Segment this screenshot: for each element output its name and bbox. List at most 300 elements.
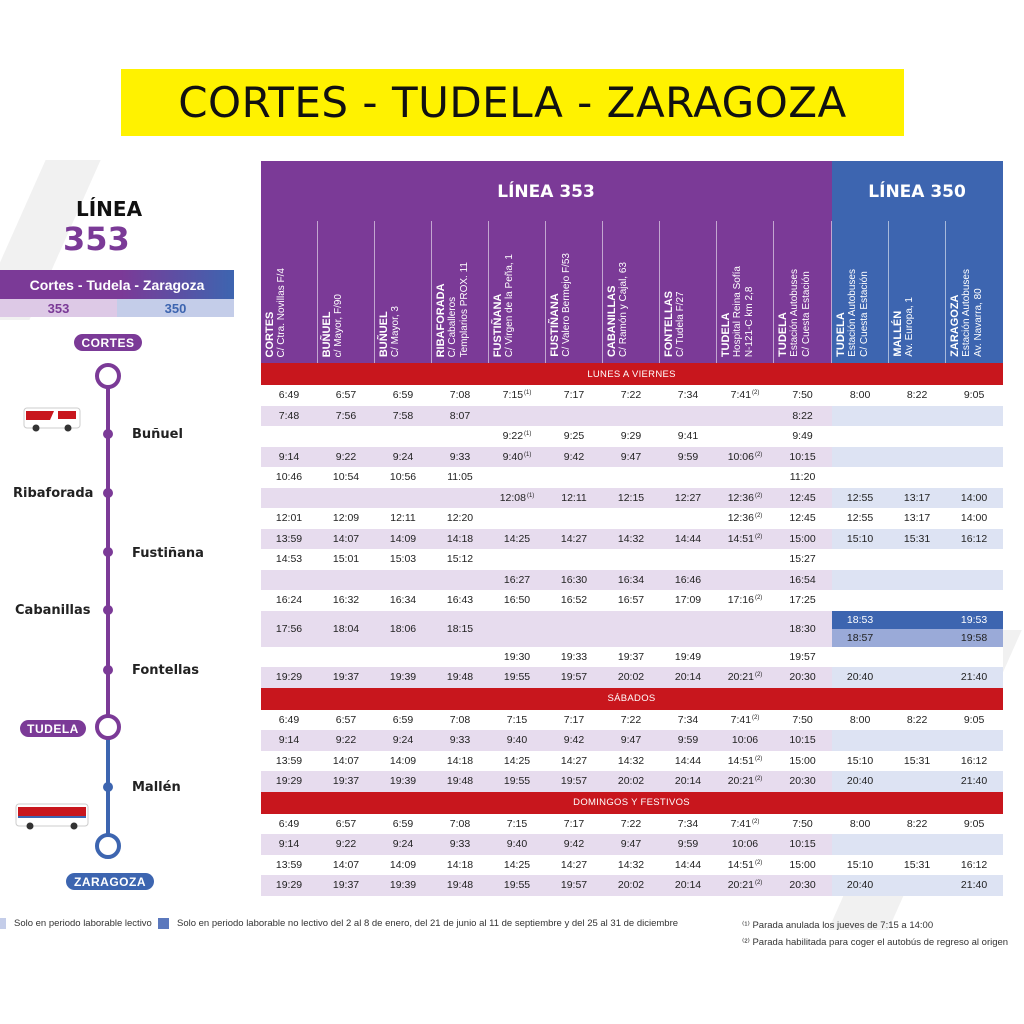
table-row [261,488,1003,509]
time-cell: 16:12 [946,529,1003,550]
time-cell: 9:42 [546,834,603,855]
time-cell: 9:14 [261,447,318,468]
time-cell [889,647,946,668]
time-cell: 19:37 [318,771,375,792]
time-cell: 18:53 18:57 [832,611,889,647]
time-cell: 16:34 [603,570,660,591]
time-cell: 14:00 [946,508,1003,529]
time-cell: 9:14 [261,834,318,855]
table-row [261,710,1003,731]
time-cell [717,467,774,488]
time-cell: 20:14 [660,875,717,896]
time-cell: 12:08$^{(1)}$ [489,488,546,509]
time-cell: 9:40 [489,730,546,751]
time-cell: 17:25 [774,590,832,611]
legend-swatch-dark [158,918,169,929]
time-cell [489,508,546,529]
section-header [261,688,1003,710]
time-cell: 14:18 [432,855,489,876]
route-sub-353: 353 [0,299,117,317]
time-cell: 19:53 19:58 [946,611,1003,647]
table-row [261,549,1003,570]
time-cell [946,730,1003,751]
time-cell [660,406,717,427]
time-cell: 16:30 [546,570,603,591]
time-cell: 16:27 [489,570,546,591]
time-cell [261,488,318,509]
time-cell: 19:48 [432,667,489,688]
time-cell [546,467,603,488]
time-cell [946,549,1003,570]
time-cell: 17:09 [660,590,717,611]
time-cell [660,611,717,647]
time-cell: 15:00 [774,855,832,876]
time-cell: 16:50 [489,590,546,611]
time-cell: 8:22 [889,385,946,406]
time-cell: 10:54 [318,467,375,488]
time-cell: 15:10 [832,751,889,772]
stop-label-ribaforada: Ribaforada [13,486,94,501]
stop-header: BUÑUEL c/ Mayor, F/90 [318,221,375,363]
time-cell: 15:10 [832,529,889,550]
time-cell: 7:58 [375,406,432,427]
time-cell: 7:34 [660,385,717,406]
time-cell: 18:06 [375,611,432,647]
time-cell: 20:14 [660,771,717,792]
time-cell: 14:27 [546,751,603,772]
time-cell: 7:22 [603,710,660,731]
time-cell [717,647,774,668]
table-row [261,834,1003,855]
time-cell: 9:14 [261,730,318,751]
time-cell: 7:08 [432,814,489,835]
time-cell [946,447,1003,468]
time-cell: 19:48 [432,875,489,896]
time-cell [889,667,946,688]
stop-header: TUDELA Hospital Reina Sofía N-121-C km 2,8 [717,221,774,363]
time-cell: 20:21$^{(2)}$ [717,771,774,792]
time-cell: 19:48 [432,771,489,792]
time-cell: 12:45 [774,488,832,509]
time-cell: 7:15 [489,710,546,731]
stop-label-bunuel: Buñuel [132,427,183,442]
time-cell [603,508,660,529]
time-cell: 17:56 [261,611,318,647]
time-cell: 13:17 [889,508,946,529]
time-cell: 15:27 [774,549,832,570]
time-cell: 13:59 [261,529,318,550]
time-cell [717,426,774,447]
table-row [261,590,1003,611]
time-cell [889,834,946,855]
time-cell: 9:59 [660,730,717,751]
footnote-2: ⁽²⁾ Parada habilitada para coger el autobús de regreso al origen [742,937,1009,948]
table-row [261,529,1003,550]
time-cell [946,834,1003,855]
time-cell: 9:25 [546,426,603,447]
time-cell: 9:47 [603,730,660,751]
section-title: DOMINGOS Y FESTIVOS [261,792,1003,814]
time-cell: 20:30 [774,875,832,896]
time-cell [717,406,774,427]
time-cell: 14:18 [432,529,489,550]
time-cell: 18:15 [432,611,489,647]
time-cell: 16:12 [946,855,1003,876]
time-cell [946,467,1003,488]
time-cell: 9:33 [432,730,489,751]
time-cell [603,406,660,427]
time-cell: 11:05 [432,467,489,488]
time-cell: 7:41$^{(2)}$ [717,385,774,406]
time-cell: 12:27 [660,488,717,509]
time-cell: 9:24 [375,730,432,751]
time-cell: 16:57 [603,590,660,611]
table-row [261,855,1003,876]
time-cell [889,447,946,468]
timetable [260,161,1002,896]
stop-label-fustinana: Fustiñana [132,546,204,561]
time-cell: 7:17 [546,710,603,731]
time-cell: 15:00 [774,529,832,550]
time-cell [261,570,318,591]
stop-header: FUSTIÑANA C/ Valero Bermejo F/53 [546,221,603,363]
time-cell [717,549,774,570]
stop-header: ZARAGOZA Estación Autobuses Av. Navarra, 80 [946,221,1003,363]
time-cell: 14:09 [375,529,432,550]
time-cell: 18:30 [774,611,832,647]
stop-label-fontellas: Fontellas [132,663,199,678]
time-cell: 7:34 [660,710,717,731]
time-cell: 9:22 [318,730,375,751]
time-cell: 9:47 [603,447,660,468]
time-cell: 19:57 [546,875,603,896]
time-cell: 6:49 [261,814,318,835]
time-cell: 21:40 [946,667,1003,688]
time-cell: 19:55 [489,875,546,896]
time-cell: 9:22 [318,447,375,468]
legend-swatch-light [0,918,6,929]
stop-header: FONTELLAS C/ Tudela F/27 [660,221,717,363]
time-cell [889,730,946,751]
time-cell: 10:06$^{(2)}$ [717,447,774,468]
linea-number: 353 [63,220,130,258]
time-cell: 9:41 [660,426,717,447]
time-cell: 14:07 [318,529,375,550]
time-cell: 16:24 [261,590,318,611]
time-cell [375,426,432,447]
time-cell: 20:40 [832,771,889,792]
time-cell: 16:12 [946,751,1003,772]
time-cell [946,590,1003,611]
time-cell: 13:59 [261,855,318,876]
time-cell: 9:24 [375,834,432,855]
time-cell [603,549,660,570]
time-cell: 14:32 [603,751,660,772]
time-cell: 19:39 [375,875,432,896]
time-cell [489,611,546,647]
footnote-1: ⁽¹⁾ Parada anulada los jueves de 7:15 a 14:00 [742,920,934,931]
time-cell [546,406,603,427]
time-cell: 16:54 [774,570,832,591]
time-cell [603,611,660,647]
table-row [261,467,1003,488]
time-cell: 14:32 [603,529,660,550]
table-row [261,508,1003,529]
time-cell: 7:50 [774,710,832,731]
legend-item-1 [0,918,152,929]
time-cell: 9:40 [489,834,546,855]
time-cell: 14:51$^{(2)}$ [717,751,774,772]
time-cell: 9:24 [375,447,432,468]
time-cell: 14:00 [946,488,1003,509]
time-cell: 20:30 [774,771,832,792]
time-cell [832,730,889,751]
time-cell: 15:31 [889,855,946,876]
time-cell [489,549,546,570]
time-cell: 7:41$^{(2)}$ [717,710,774,731]
time-cell [946,647,1003,668]
time-cell [261,426,318,447]
time-cell: 14:09 [375,855,432,876]
time-cell: 8:22 [889,814,946,835]
time-cell [660,508,717,529]
time-cell: 19:37 [318,875,375,896]
time-cell [489,467,546,488]
stop-label-cabanillas: Cabanillas [15,603,91,618]
table-row [261,426,1003,447]
time-cell: 19:37 [318,667,375,688]
terminal-zaragoza: ZARAGOZA [66,873,154,890]
time-cell [946,570,1003,591]
group-header-350: LÍNEA 350 [832,161,1003,221]
time-cell: 21:40 [946,771,1003,792]
section-title: LUNES A VIERNES [261,363,1003,385]
time-cell: 19:55 [489,771,546,792]
time-cell: 6:57 [318,710,375,731]
time-cell [432,488,489,509]
time-cell: 20:21$^{(2)}$ [717,667,774,688]
stop-node-mallen [103,782,113,792]
time-cell: 12:15 [603,488,660,509]
time-cell [889,549,946,570]
time-cell: 20:02 [603,875,660,896]
time-cell: 9:40$^{(1)}$ [489,447,546,468]
time-cell: 9:22$^{(1)}$ [489,426,546,447]
title-banner [121,69,904,136]
time-cell: 14:44 [660,855,717,876]
time-cell: 15:10 [832,855,889,876]
time-cell: 20:02 [603,667,660,688]
time-cell: 7:56 [318,406,375,427]
time-cell: 7:17 [546,814,603,835]
time-cell: 7:41$^{(2)}$ [717,814,774,835]
table-row [261,647,1003,668]
time-cell: 7:48 [261,406,318,427]
time-cell: 12:55 [832,508,889,529]
stop-node-zaragoza [97,835,119,857]
table-row [261,771,1003,792]
bus-icon [24,408,80,432]
time-cell: 16:43 [432,590,489,611]
time-cell [375,647,432,668]
time-cell [546,508,603,529]
time-cell [832,834,889,855]
time-cell: 20:30 [774,667,832,688]
page-title: CORTES - TUDELA - ZARAGOZA [178,78,847,127]
time-cell: 16:46 [660,570,717,591]
time-cell: 20:40 [832,667,889,688]
time-cell: 19:57 [546,771,603,792]
time-cell: 19:30 [489,647,546,668]
time-cell: 13:59 [261,751,318,772]
time-cell [889,426,946,447]
time-cell: 9:47 [603,834,660,855]
time-cell [546,611,603,647]
time-cell: 8:00 [832,710,889,731]
time-cell: 15:31 [889,529,946,550]
stop-node-tudela [97,716,119,738]
time-cell: 10:15 [774,730,832,751]
time-cell [603,467,660,488]
time-cell: 14:07 [318,751,375,772]
time-cell [832,647,889,668]
time-cell: 6:49 [261,710,318,731]
stop-label-mallen: Mallén [132,780,181,795]
time-cell [318,426,375,447]
time-cell [432,570,489,591]
time-cell: 15:12 [432,549,489,570]
time-cell: 18:04 [318,611,375,647]
time-cell: 14:18 [432,751,489,772]
time-cell: 6:57 [318,814,375,835]
time-cell: 7:50 [774,385,832,406]
time-cell: 7:50 [774,814,832,835]
time-cell [489,406,546,427]
time-cell: 9:22 [318,834,375,855]
table-row [261,814,1003,835]
time-cell: 11:20 [774,467,832,488]
time-cell: 12:36$^{(2)}$ [717,488,774,509]
time-cell [660,467,717,488]
time-cell: 19:39 [375,667,432,688]
table-row [261,385,1003,406]
time-cell [832,426,889,447]
time-cell [375,570,432,591]
time-cell: 7:08 [432,385,489,406]
time-cell [832,467,889,488]
time-cell [889,570,946,591]
time-cell: 9:33 [432,447,489,468]
terminal-cortes: CORTES [74,334,142,351]
time-cell: 19:49 [660,647,717,668]
time-cell [832,549,889,570]
time-cell: 12:11 [546,488,603,509]
stop-header: BUÑUEL C/ Mayor, 3 [375,221,432,363]
time-cell [318,570,375,591]
table-row [261,667,1003,688]
stop-node-fustinana [103,547,113,557]
legend-text-1: Solo en periodo laborable lectivo [14,918,152,929]
time-cell: 7:22 [603,385,660,406]
time-cell: 14:51$^{(2)}$ [717,529,774,550]
time-cell: 12:11 [375,508,432,529]
time-cell [546,549,603,570]
time-cell [318,647,375,668]
stop-header: CORTES C/ Ctra. Novillas F/4 [261,221,318,363]
time-cell: 6:59 [375,385,432,406]
time-cell: 14:25 [489,855,546,876]
time-cell [261,647,318,668]
section-header [261,363,1003,385]
time-cell: 7:22 [603,814,660,835]
time-cell [889,467,946,488]
legend-text-2: Solo en periodo laborable no lectivo del 2 al 8 de enero, del 21 de junio al 11 de septiembre y del 25 al 31 de diciembre [177,918,679,929]
time-cell: 19:57 [774,647,832,668]
stop-header: TUDELA Estación Autobuses C/ Cuesta Estación [832,221,889,363]
stop-header: FUSTIÑANA C/ Virgen de la Peña, 1 [489,221,546,363]
time-cell: 14:27 [546,529,603,550]
time-cell: 15:00 [774,751,832,772]
group-header-353: LÍNEA 353 [261,161,832,221]
time-cell: 16:32 [318,590,375,611]
table-row [261,730,1003,751]
time-cell: 9:33 [432,834,489,855]
time-cell: 10:15 [774,834,832,855]
time-cell: 6:57 [318,385,375,406]
time-cell [717,570,774,591]
time-cell: 14:53 [261,549,318,570]
linea-label: LÍNEA [76,197,143,221]
stop-header: RIBAFORADA C/ Caballeros Templarios PROX. 11 [432,221,489,363]
time-cell: 9:59 [660,834,717,855]
stop-node-bunuel [103,429,113,439]
table-row [261,447,1003,468]
time-cell [832,406,889,427]
time-cell: 8:07 [432,406,489,427]
time-cell: 19:29 [261,771,318,792]
time-cell: 16:34 [375,590,432,611]
time-cell [889,771,946,792]
time-cell: 7:15 [489,814,546,835]
table-row [261,406,1003,427]
time-cell [717,611,774,647]
time-cell: 20:40 [832,875,889,896]
time-cell: 15:31 [889,751,946,772]
time-cell: 10:06 [717,834,774,855]
time-cell: 8:00 [832,814,889,835]
time-cell: 9:59 [660,447,717,468]
time-cell: 9:05 [946,710,1003,731]
time-cell [832,570,889,591]
stop-node-ribaforada [103,488,113,498]
time-cell: 10:56 [375,467,432,488]
time-cell: 9:49 [774,426,832,447]
time-cell [946,406,1003,427]
time-cell: 19:29 [261,875,318,896]
route-sub-350: 350 [117,299,234,317]
time-cell: 20:14 [660,667,717,688]
time-cell: 14:44 [660,751,717,772]
stop-node-cortes [97,365,119,387]
time-cell: 7:08 [432,710,489,731]
time-cell [375,488,432,509]
section-header [261,792,1003,814]
time-cell: 19:33 [546,647,603,668]
time-cell: 19:29 [261,667,318,688]
time-cell: 17:16$^{(2)}$ [717,590,774,611]
time-cell: 7:17 [546,385,603,406]
time-cell: 12:01 [261,508,318,529]
